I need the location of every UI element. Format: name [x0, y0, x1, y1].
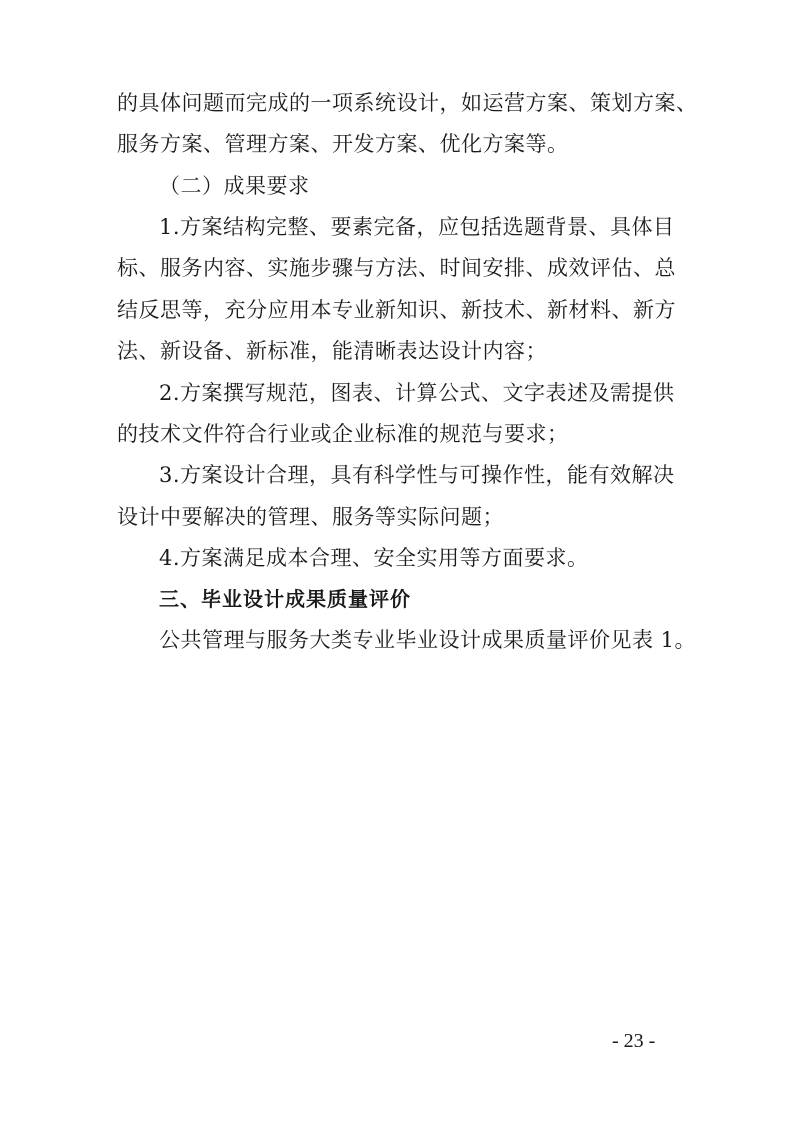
page-number: - 23 - [612, 1030, 656, 1052]
subsection-heading: （二）成果要求 [159, 174, 310, 198]
requirement-item-2: 2.方案撰写规范，图表、计算公式、文字表述及需提供 [159, 381, 675, 405]
body-text-line: 标、服务内容、实施步骤与方法、时间安排、成效评估、总 [117, 256, 676, 280]
body-text-line: 结反思等，充分应用本专业新知识、新技术、新材料、新方 [117, 298, 676, 322]
body-text-line: 法、新设备、新标准，能清晰表达设计内容； [117, 339, 547, 363]
requirement-item-4: 4.方案满足成本合理、安全实用等方面要求。 [159, 546, 589, 570]
body-text-line: 公共管理与服务大类专业毕业设计成果质量评价见表 1。 [159, 628, 697, 652]
requirement-item-1: 1.方案结构完整、要素完备，应包括选题背景、具体目 [159, 215, 675, 239]
body-text-line: 设计中要解决的管理、服务等实际问题； [117, 505, 504, 529]
requirement-item-3: 3.方案设计合理，具有科学性与可操作性，能有效解决 [159, 463, 675, 487]
section-heading: 三、毕业设计成果质量评价 [159, 587, 411, 611]
body-text-line: 的具体问题而完成的一项系统设计，如运营方案、策划方案、 [117, 91, 698, 115]
body-text-line: 服务方案、管理方案、开发方案、优化方案等。 [117, 132, 569, 156]
body-text-line: 的技术文件符合行业或企业标准的规范与要求； [117, 422, 569, 446]
